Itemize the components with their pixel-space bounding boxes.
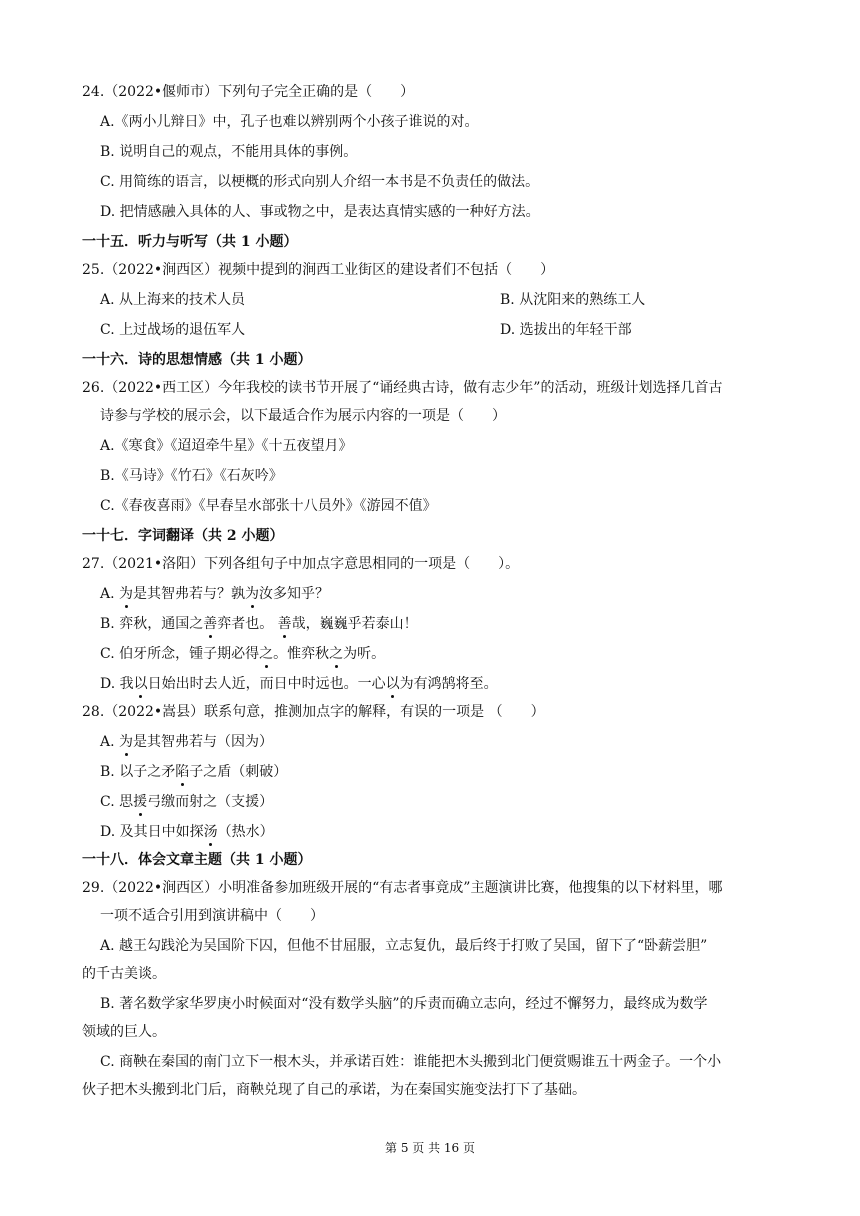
question-25-row-1 bbox=[100, 290, 782, 310]
text-segment: 为有鸿鹄将至。 bbox=[399, 676, 498, 692]
question-25-row-2 bbox=[100, 320, 782, 340]
question-26-stem-line-2: 诗参与学校的展示会，以下最适合作为展示内容的一项是（ ） bbox=[100, 408, 506, 424]
question-29-option-b-line-2: 领域的巨人。 bbox=[82, 1024, 166, 1040]
text-segment: 为听。 bbox=[343, 646, 386, 662]
text-segment: 弈者也。 bbox=[217, 616, 278, 632]
question-25-option-c: C. 上过战场的退伍军人 bbox=[100, 322, 246, 338]
dotted-character: 汤 bbox=[203, 824, 218, 840]
dotted-character: 以 bbox=[133, 676, 148, 692]
text-segment: 。惟弈秋 bbox=[273, 646, 330, 662]
question-27-option-d bbox=[100, 674, 782, 694]
dotted-character: 善 bbox=[277, 616, 292, 632]
question-25-option-d: D. 选拔出的年轻干部 bbox=[500, 322, 632, 338]
text-segment: C. 思 bbox=[100, 794, 134, 810]
text-segment: 是其智弗若与（因为） bbox=[133, 734, 274, 750]
question-28-option-c bbox=[100, 792, 782, 812]
question-24-option-d: D. 把情感融入具体的人、事或物之中，是表达真情实感的一种好方法。 bbox=[100, 204, 540, 220]
dotted-character: 之 bbox=[329, 646, 344, 662]
dotted-character: 为 bbox=[119, 734, 134, 750]
question-29-option-c-line-1: C. 商鞅在秦国的南门立下一根木头，并承诺百姓：谁能把木头搬到北门便赏赐谁五十两金子。一个小 bbox=[100, 1054, 722, 1070]
question-27-option-a bbox=[100, 584, 782, 604]
question-27-stem: 27.（2021•洛阳）下列各组句子中加点字意思相同的一项是（ ）。 bbox=[82, 556, 520, 572]
question-29-option-c-line-2: 伙子把木头搬到北门后，商鞅兑现了自己的承诺，为在秦国实施变法打下了基础。 bbox=[82, 1082, 586, 1098]
text-segment: A. bbox=[100, 734, 120, 750]
dotted-character: 援 bbox=[133, 794, 148, 810]
question-24-option-a: A.《两小儿辩日》中，孔子也难以辨别两个小孩子谁说的对。 bbox=[100, 114, 479, 130]
text-segment: 哉，巍巍乎若泰山！ bbox=[291, 616, 418, 632]
question-24-option-b: B. 说明自己的观点，不能用具体的事例。 bbox=[100, 144, 358, 160]
question-28-stem: 28.（2022•嵩县）联系句意，推测加点字的解释，有误的一项是 （ ） bbox=[82, 704, 545, 720]
question-26-option-c: C.《春夜喜雨》《早春呈水部张十八员外》《游园不值》 bbox=[100, 498, 437, 514]
text-segment: D. 我 bbox=[100, 676, 134, 692]
dotted-character: 以 bbox=[385, 676, 400, 692]
dotted-character: 之 bbox=[259, 646, 274, 662]
question-29-stem-line-2: 一项不适合引用到演讲稿中（ ） bbox=[100, 908, 324, 924]
text-segment: 日始出时去人近，而日中时远也。一心 bbox=[147, 676, 386, 692]
question-28-option-b bbox=[100, 762, 782, 782]
section-18-heading: 一十八．体会文章主题（共 1 小题） bbox=[82, 852, 312, 868]
question-25-option-a: A. 从上海来的技术人员 bbox=[100, 292, 246, 308]
question-25-option-b: B. 从沈阳来的熟练工人 bbox=[500, 292, 646, 308]
question-29-option-a-line-2: 的千古美谈。 bbox=[82, 966, 166, 982]
dotted-character: 陷 bbox=[175, 764, 190, 780]
text-segment: 子之盾（刺破） bbox=[189, 764, 288, 780]
question-26-stem-line-1: 26.（2022•西工区）今年我校的读书节开展了“诵经典古诗，做有志少年”的活动，班级计划选择几首古 bbox=[82, 380, 723, 396]
question-26-option-b: B.《马诗》《竹石》《石灰吟》 bbox=[100, 468, 283, 484]
text-segment: 汝多知乎？ bbox=[259, 586, 330, 602]
text-segment: 弓缴而射之（支援） bbox=[147, 794, 274, 810]
text-segment: 是其智弗若与？孰 bbox=[133, 586, 246, 602]
question-27-option-b bbox=[100, 614, 782, 634]
text-segment: C. 伯牙所念，锺子期必得 bbox=[100, 646, 260, 662]
section-16-heading: 一十六．诗的思想情感（共 1 小题） bbox=[82, 352, 312, 368]
question-29-stem-line-1: 29.（2022•涧西区）小明准备参加班级开展的“有志者事竟成”主题演讲比赛，他搜集的以下材料里，哪 bbox=[82, 880, 723, 896]
dotted-character: 善 bbox=[203, 616, 218, 632]
text-segment: A. bbox=[100, 586, 120, 602]
dotted-character: 为 bbox=[245, 586, 260, 602]
text-segment: D. 及其日中如探 bbox=[100, 824, 204, 840]
section-15-heading: 一十五．听力与听写（共 1 小题） bbox=[82, 234, 298, 250]
text-segment: （热水） bbox=[217, 824, 274, 840]
page-number-footer: 第 5 页 共 16 页 bbox=[385, 1141, 475, 1155]
question-27-option-c bbox=[100, 644, 782, 664]
text-segment: B. 弈秋，通国之 bbox=[100, 616, 204, 632]
dotted-character: 为 bbox=[119, 586, 134, 602]
text-segment: B. 以子之矛 bbox=[100, 764, 176, 780]
question-26-option-a: A.《寒食》《迢迢牵牛星》《十五夜望月》 bbox=[100, 438, 353, 454]
question-29-option-a-line-1: A. 越王勾践沦为吴国阶下囚，但他不甘屈服，立志复仇，最后终于打败了吴国，留下了“卧薪尝胆” bbox=[100, 938, 708, 954]
question-28-option-d bbox=[100, 822, 782, 842]
question-25-stem: 25.（2022•涧西区）视频中提到的涧西工业街区的建设者们不包括（ ） bbox=[82, 262, 555, 278]
section-17-heading: 一十七．字词翻译（共 2 小题） bbox=[82, 528, 284, 544]
question-29-option-b-line-1: B. 著名数学家华罗庚小时候面对“没有数学头脑”的斥责而确立志向，经过不懈努力，最终成为数学 bbox=[100, 996, 708, 1012]
question-28-option-a bbox=[100, 732, 782, 752]
question-24-stem: 24.（2022•偃师市）下列句子完全正确的是（ ） bbox=[82, 84, 415, 100]
question-24-option-c: C. 用简练的语言，以梗概的形式向别人介绍一本书是不负责任的做法。 bbox=[100, 174, 540, 190]
